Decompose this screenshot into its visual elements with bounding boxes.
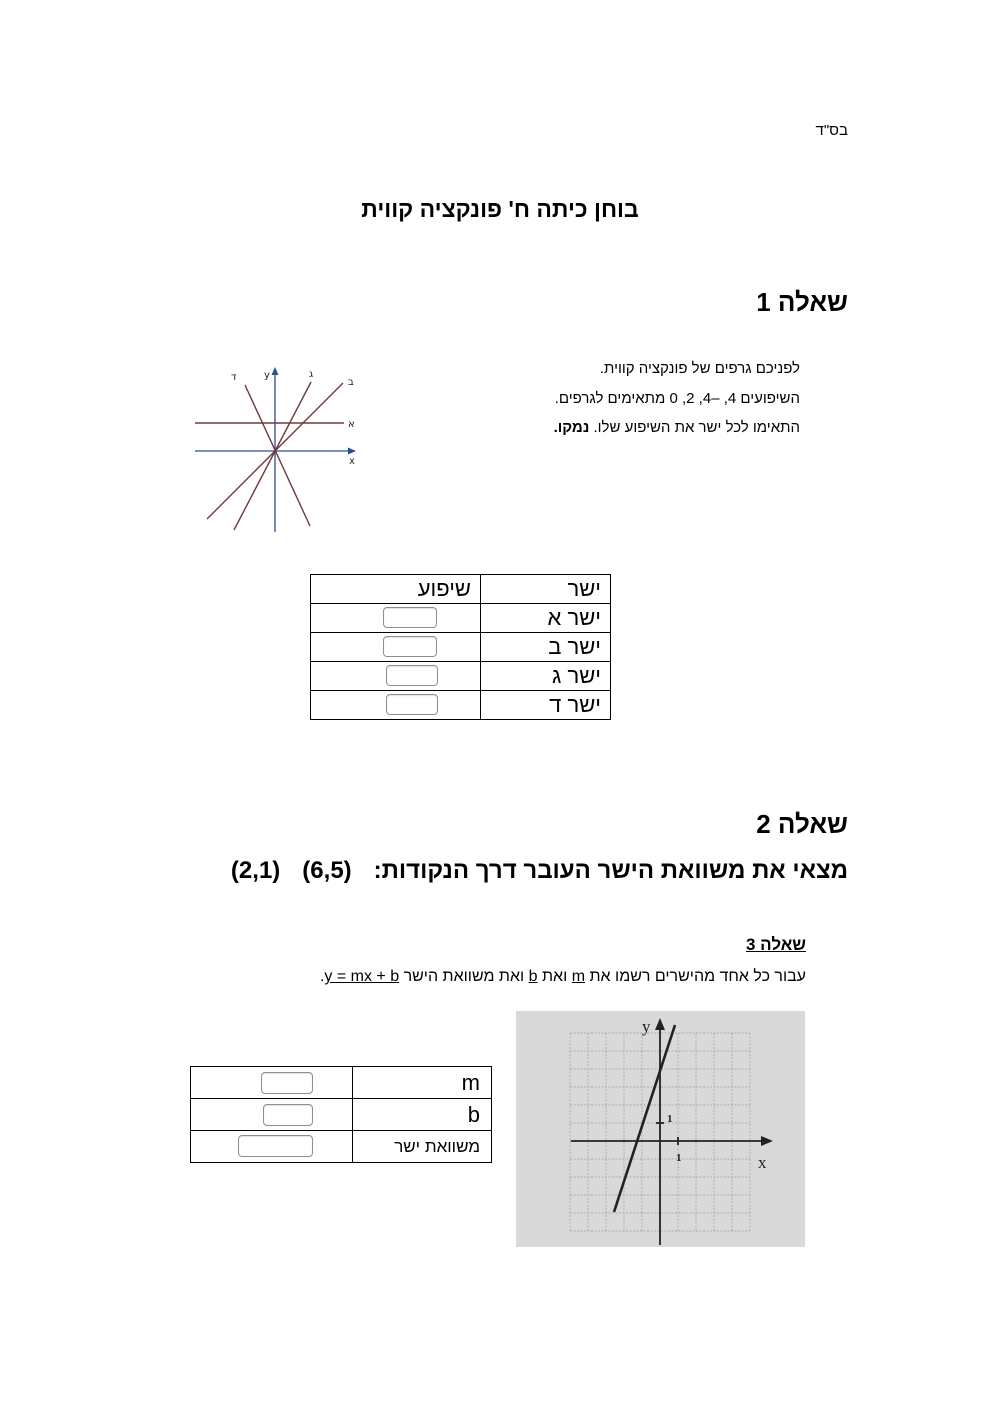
slope-answer-input[interactable] xyxy=(386,665,438,686)
slope-answer-cell xyxy=(311,604,481,633)
point-1: (6,5) xyxy=(302,857,352,884)
x-unit-label: 1 xyxy=(676,1152,682,1164)
instruction-line: השיפועים 4, –4, 2, 0 מתאימים לגרפים. xyxy=(554,389,800,407)
line-g xyxy=(234,382,311,530)
question-2-heading: שאלה 2 xyxy=(756,809,848,839)
table-row xyxy=(191,1067,492,1099)
b-answer-input[interactable] xyxy=(263,1104,313,1126)
line-d-label: ד xyxy=(231,372,237,383)
table-row xyxy=(191,1131,492,1163)
table-row xyxy=(311,604,611,633)
question-2-prompt xyxy=(231,857,848,885)
equation-answer-input[interactable] xyxy=(238,1135,313,1157)
line-name: ישר ג xyxy=(481,662,611,691)
instruction-emphasis: נמקו. xyxy=(553,419,590,436)
table-row xyxy=(191,1099,492,1131)
slope-answer-cell xyxy=(311,633,481,662)
line-b-label: ב xyxy=(348,377,354,388)
variable-b: b xyxy=(528,968,538,985)
instruction-line xyxy=(554,413,800,443)
y-axis-arrow xyxy=(272,367,279,375)
line-a-label: א xyxy=(348,419,355,430)
param-label-m: m xyxy=(353,1067,492,1099)
answer-cell xyxy=(191,1131,353,1163)
question-3-instructions xyxy=(320,968,806,986)
question-3-heading: שאלה 3 xyxy=(745,935,806,954)
equation-form: y = mx + b xyxy=(324,968,400,985)
instruction-line: לפניכם גרפים של פונקציה קווית. xyxy=(599,360,800,377)
line-name: ישר ב xyxy=(481,633,611,662)
y-unit-label: 1 xyxy=(667,1113,673,1125)
question-1-instructions xyxy=(554,354,800,443)
answer-cell xyxy=(191,1067,353,1099)
line-d xyxy=(245,385,310,526)
table-row xyxy=(311,691,611,720)
param-label-equation: משוואת ישר xyxy=(353,1131,492,1163)
table-row xyxy=(311,633,611,662)
slope-answer-cell xyxy=(311,662,481,691)
variable-m: m xyxy=(571,968,586,985)
instruction-text: עבור כל אחד מהישרים רשמו את xyxy=(589,968,806,985)
linear-functions-graph xyxy=(190,360,365,535)
table-header-row xyxy=(311,575,611,604)
header-slope: שיפוע xyxy=(311,575,481,604)
instruction-text: ואת משוואת הישר xyxy=(403,968,525,985)
instruction-end: . xyxy=(319,968,325,985)
header-mark: בס"ד xyxy=(815,122,848,139)
x-axis-arrow xyxy=(348,448,356,455)
coordinate-grid-graph xyxy=(516,1011,805,1247)
instruction-text: התאימו לכל ישר את השיפוע שלו. xyxy=(593,419,800,436)
y-axis-label: y xyxy=(642,1017,651,1036)
header-line: ישר xyxy=(481,575,611,604)
line-g-label: ג xyxy=(309,369,314,380)
slope-answer-cell xyxy=(311,691,481,720)
page-title: בוחן כיתה ח' פונקציה קווית xyxy=(361,196,639,222)
answer-cell xyxy=(191,1099,353,1131)
line-name: ישר ד xyxy=(481,691,611,720)
line-parameters-table xyxy=(190,1066,492,1163)
slope-answer-input[interactable] xyxy=(386,694,438,715)
point-2: (2,1) xyxy=(230,857,281,884)
param-label-b: b xyxy=(353,1099,492,1131)
x-axis-label: x xyxy=(758,1153,767,1172)
table-row xyxy=(311,662,611,691)
slope-answer-input[interactable] xyxy=(383,636,437,657)
slope-answer-input[interactable] xyxy=(383,607,437,628)
x-axis-label: x xyxy=(349,456,355,467)
y-axis-label: y xyxy=(264,370,270,381)
slopes-table xyxy=(310,574,611,720)
instruction-text: ואת xyxy=(542,968,568,985)
line-name: ישר א xyxy=(481,604,611,633)
m-answer-input[interactable] xyxy=(261,1072,313,1094)
prompt-text: מצאי את משוואת הישר העובר דרך הנקודות: xyxy=(373,857,848,884)
question-1-heading: שאלה 1 xyxy=(756,287,848,317)
